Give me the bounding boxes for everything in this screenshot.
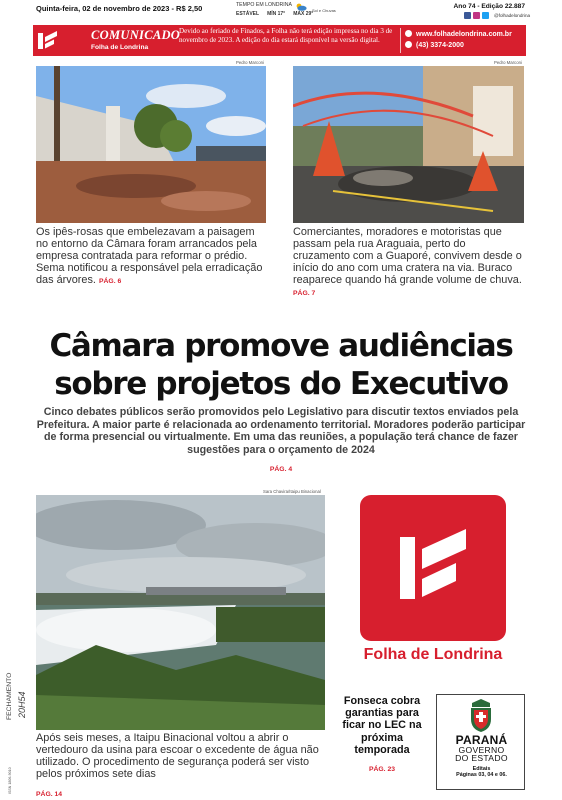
page-ref-main: PÁG. 4 [269,466,293,473]
headline-line-1: Câmara promove audiências [49,328,513,364]
issn-number: ISSN 1806-9010 [8,767,12,794]
parana-government [437,746,526,763]
phone-icon [405,41,412,48]
comunicado-banner [33,25,526,56]
parana-gov-line2: DO ESTADO [455,753,508,764]
folha-logo-icon [37,29,59,51]
weather-max: MÁX 29° [293,11,314,17]
editais-note [437,766,526,779]
caption-text-2: Comerciantes, moradores e motoristas que passam pela rua Araguaia, perto do cruzamento com a Guaporé, convivem desde o início do ano com uma cratera na via. Buraco reaparece quando há grande volume de chuva. [293,226,522,287]
main-headline [0,327,562,403]
twitter-icon[interactable] [482,12,489,19]
weather-condition: ESTÁVEL [236,11,260,17]
weather-title: TEMPO EM LONDRINA [236,2,292,8]
editais-pages: Páginas 03, 04 e 06. [456,772,507,779]
parana-gov-line1: GOVERNO [458,745,505,755]
social-links [464,12,530,19]
weather-sky: Sol e Chuvas [312,8,336,13]
folha-logo-name: Folha de Londrina [363,646,503,663]
globe-icon [405,30,412,37]
parana-gov-ad [436,694,525,790]
page-ref-side: PÁG. 23 [368,766,396,774]
folha-logo-mark-icon [398,529,468,607]
weather-min: MÍN 17° [267,11,286,17]
edition-number: Ano 74 - Edição 22.887 [453,3,525,10]
facebook-icon[interactable] [464,12,471,19]
folha-logo [360,495,506,641]
main-deck: Cinco debates públicos serão promovidos pelo Legislativo para discutir textos enviados pela Prefeitura. A maior parte é relacionada ao ordenamento territorial. Moradores poderão participar de forma presencial ou virtualmente. Em uma das reuniões, a população terá chance de fazer sugestões para o orçamento de 2024 [36,406,526,456]
photo-credit-1: Pedro Marconi [236,60,264,65]
website-link[interactable]: www.folhadelondrina.com.br [416,31,512,38]
page-ref-itaipu: PÁG. 14 [36,791,63,798]
top-info-bar [0,0,562,26]
parana-name: PARANÁ [455,733,508,747]
caption-story-2 [293,226,525,301]
banner-divider [400,28,401,53]
editais-label: Editais [472,766,491,772]
side-story-text: Fonseca cobra garantias para ficar no LEC na próxima temporada [342,695,422,756]
photo-street-crater [293,66,524,223]
caption-story-1 [36,226,268,288]
photo-camara-trees [36,66,266,223]
date-price: Quinta-feira, 02 de novembro de 2023 - R$ 2,50 [36,4,203,13]
photo-itaipu-spillway [36,495,325,730]
banner-notice: Devido ao feriado de Finados, a Folha não terá edição impressa no dia 3 de novembro de 2023. A edição do dia estará disponível na versão digital. [179,27,393,44]
banner-brand: Folha de Londrina [91,44,149,51]
closing-label: FECHAMENTO [6,672,13,720]
side-story-fonseca [335,695,429,776]
instagram-icon[interactable] [473,12,480,19]
banner-contact [405,29,512,51]
social-handle: @folhadelondrina [494,13,531,18]
photo-credit-2: Pedro Marconi [494,60,522,65]
caption-itaipu [36,732,328,780]
banner-title: COMUNICADO [91,28,181,42]
phone-number: (43) 3374-2000 [416,42,464,49]
caption-text-itaipu: Após seis meses, a Itaipu Binacional voltou a abrir o vertedouro da usina para escoar o excedente de água não utilizado. O procedimento de segurança poderá ser visto pelos próximos sete dias [36,732,319,781]
page-ref-2: PÁG. 7 [293,290,316,298]
sun-cloud-icon [295,3,307,11]
parana-crest-icon [466,699,496,733]
photo-credit-itaipu: Sara Chavira/Itaipu Binacional [263,489,321,494]
headline-line-2: sobre projetos do Executivo [54,366,508,402]
caption-text-1: Os ipês-rosas que embelezavam a paisagem no entorno da Câmara foram arrancados pela empresa contratada para reformar o prédio. Sema notificou a responsável pela erradicação das árvores. [36,226,263,287]
page-ref-1: PÁG. 6 [98,278,122,286]
closing-time: 20H54 [17,691,27,718]
